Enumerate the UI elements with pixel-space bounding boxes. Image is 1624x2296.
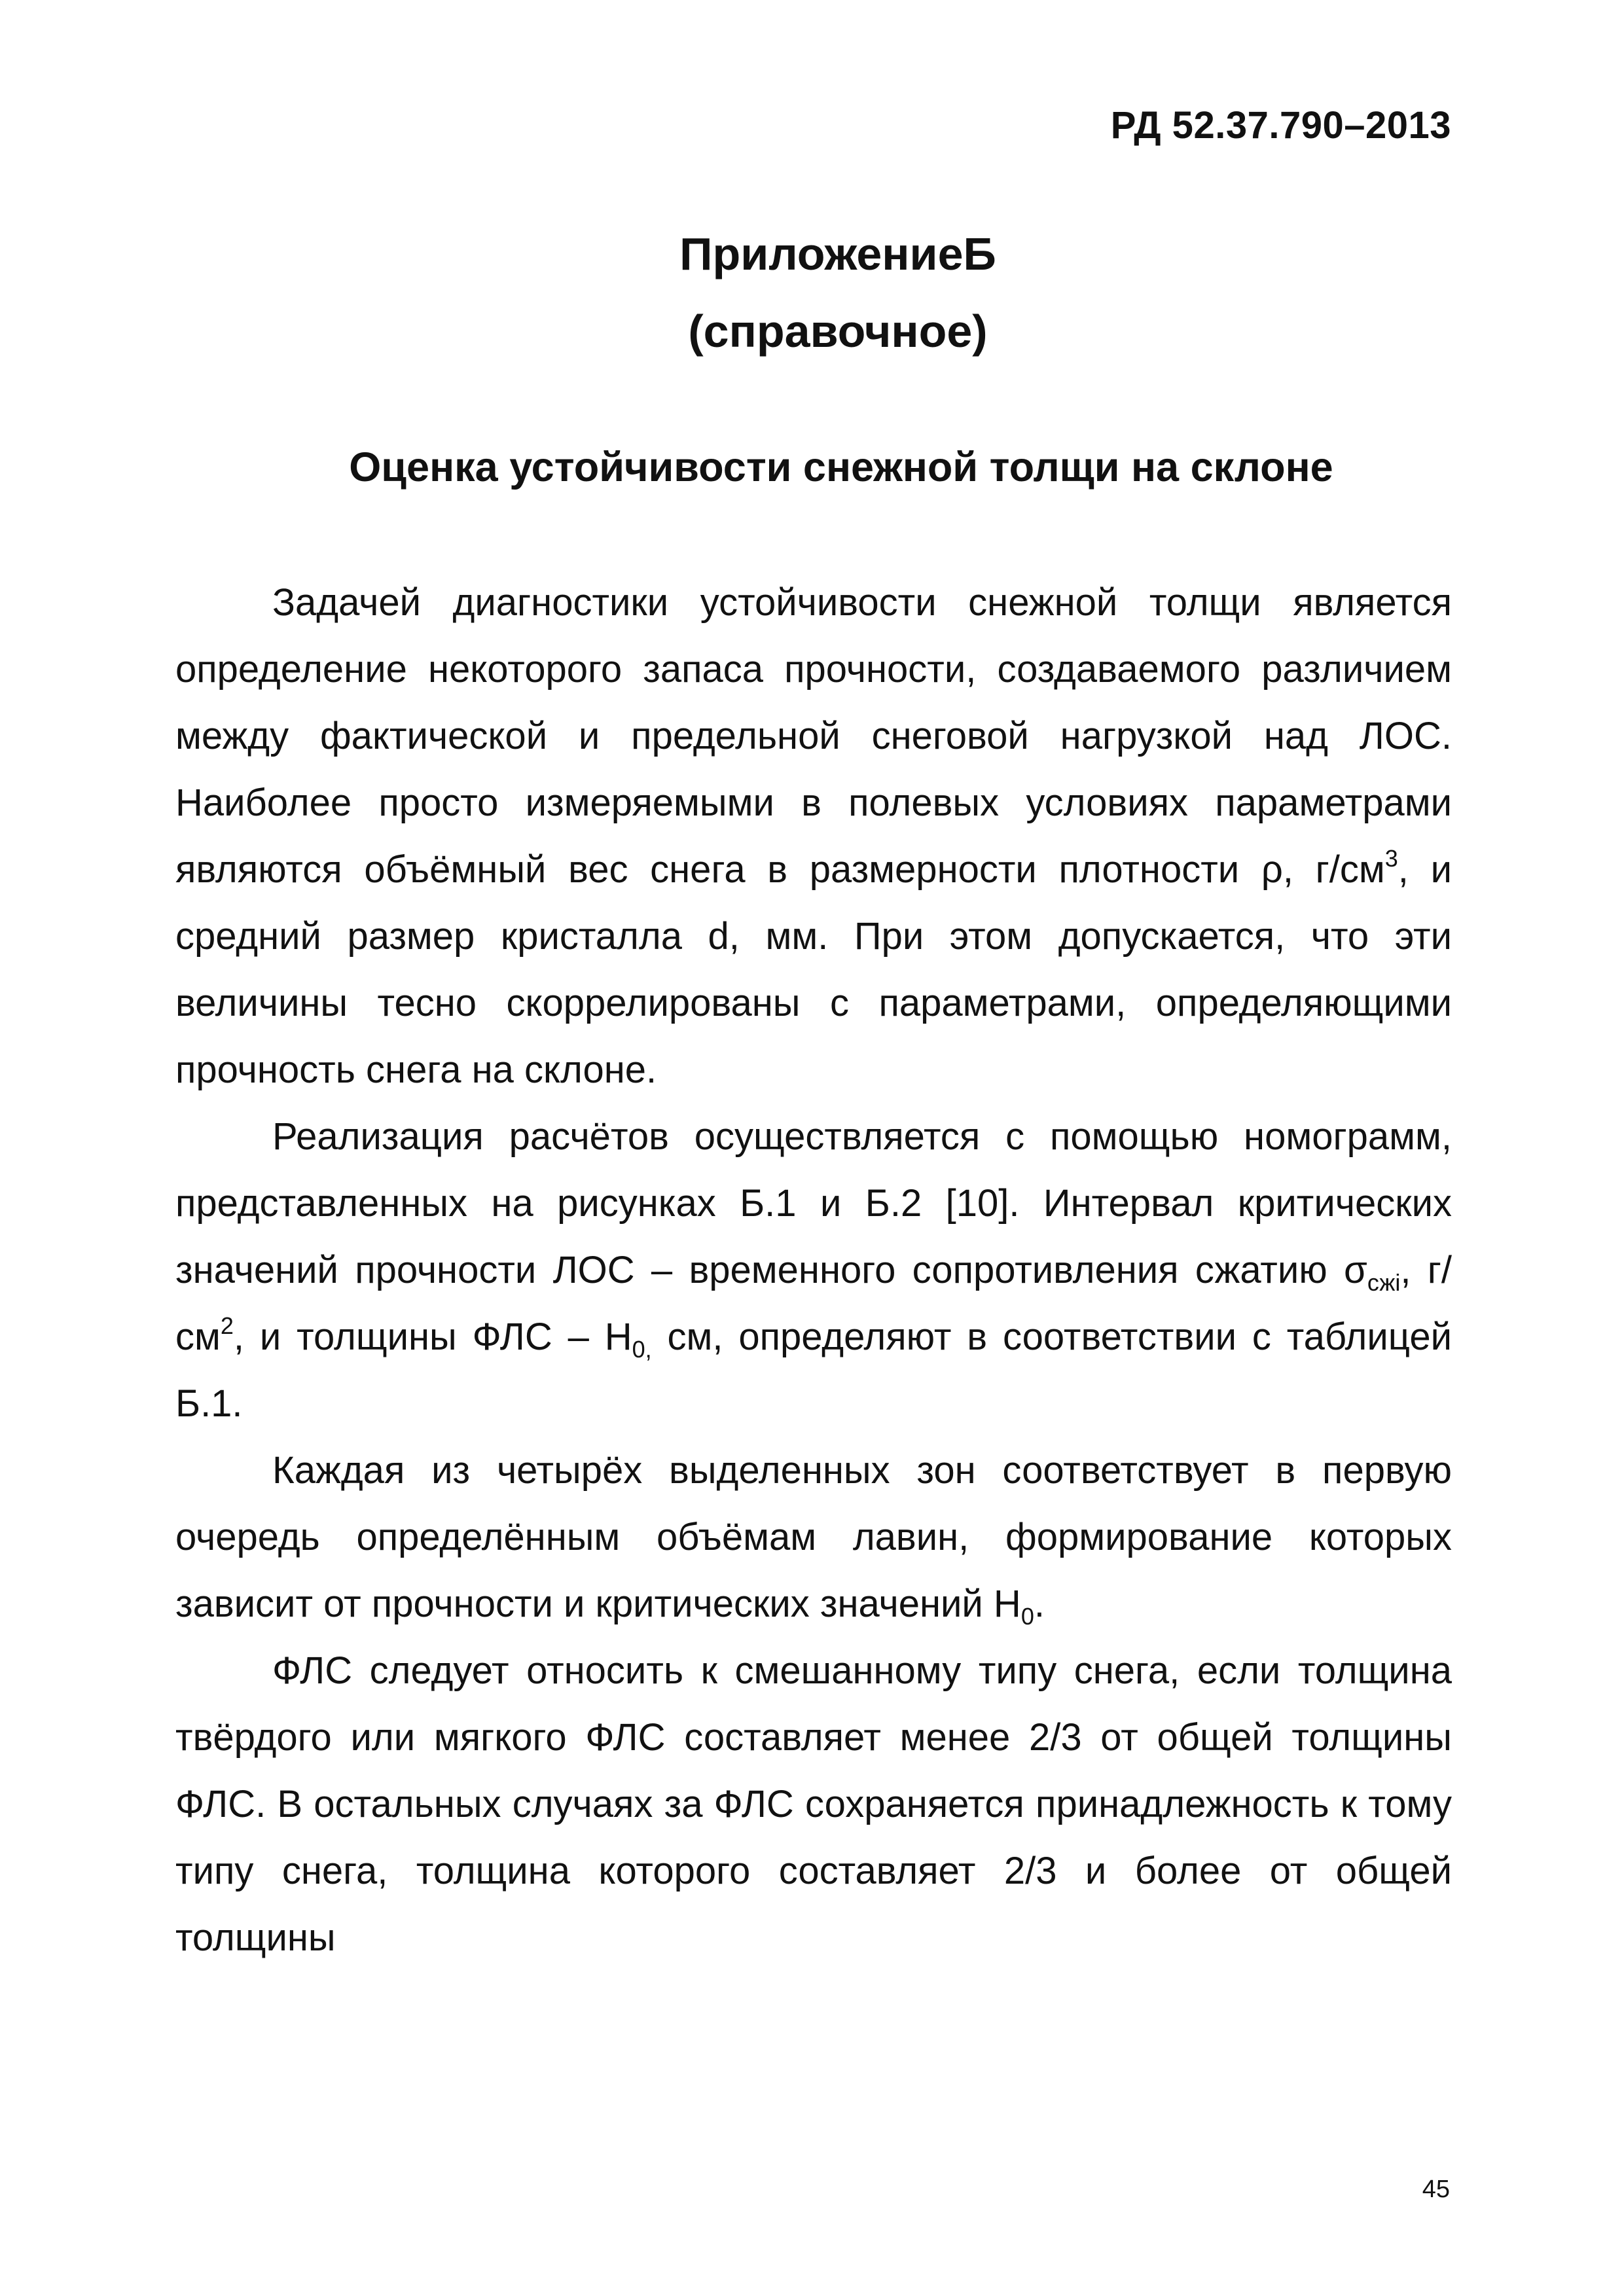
paragraph-2-text-d: см, определяют в соответствии с таблицей Б.1.	[175, 1316, 1452, 1425]
document-code: РД 52.37.790–2013	[1110, 104, 1451, 147]
paragraph-2-subscript-1: сжi	[1367, 1269, 1401, 1296]
paragraph-2-superscript: 2	[220, 1312, 234, 1339]
paragraph-2	[175, 1103, 1452, 1437]
paragraph-2-text-b: , г/см	[175, 1249, 1452, 1358]
paragraph-3	[175, 1437, 1452, 1638]
paragraph-3-subscript: 0	[1020, 1603, 1034, 1630]
paragraph-1-text-b: , и средний размер кристалла d, мм. При этом допускается, что эти величины тесно скоррелированы с параметрами, определяющими прочность снега на склоне.	[175, 848, 1452, 1091]
paragraph-1-text-a: Задачей диагностики устойчивости снежной толщи является определение некоторого запаса прочности, создаваемого различием между фактической и предельной снеговой нагрузкой над ЛОС. Наиболее просто измеряемыми в полевых условиях параметрами являются объёмный вес снега в размерности плотности ρ, г/см	[175, 581, 1452, 891]
paragraph-3-text-b: .	[1034, 1583, 1045, 1625]
paragraph-2-subscript-2: 0,	[632, 1336, 652, 1363]
appendix-title: ПриложениеБ	[679, 228, 996, 279]
paragraph-1	[175, 569, 1452, 1103]
section-heading: Оценка устойчивости снежной толщи на склоне	[349, 444, 1333, 490]
paragraph-4: ФЛС следует относить к смешанному типу снега, если толщина твёрдого или мягкого ФЛС составляет менее 2/3 от общей толщины ФЛС. В остальных случаях за ФЛС сохраняется принадлежность к тому типу снега, толщина которого составляет 2/3 и более от общей толщины	[175, 1649, 1452, 1959]
page-number: 45	[1422, 2176, 1450, 2203]
body-text	[175, 569, 1452, 1971]
paragraph-2-text-a: Реализация расчётов осуществляется с помощью номограмм, представленных на рисунках Б.1 и Б.2 [10]. Интервал критических значений прочности ЛОС – временного сопротивления сжатию σ	[175, 1115, 1452, 1291]
appendix-subtitle: (справочное)	[688, 306, 988, 357]
paragraph-3-text-a: Каждая из четырёх выделенных зон соответствует в первую очередь определённым объёмам лавин, формирование которых зависит от прочности и критических значений Н	[175, 1449, 1452, 1625]
paragraph-2-text-c: , и толщины ФЛС – Н	[233, 1316, 632, 1358]
paragraph-1-superscript: 3	[1384, 845, 1398, 872]
